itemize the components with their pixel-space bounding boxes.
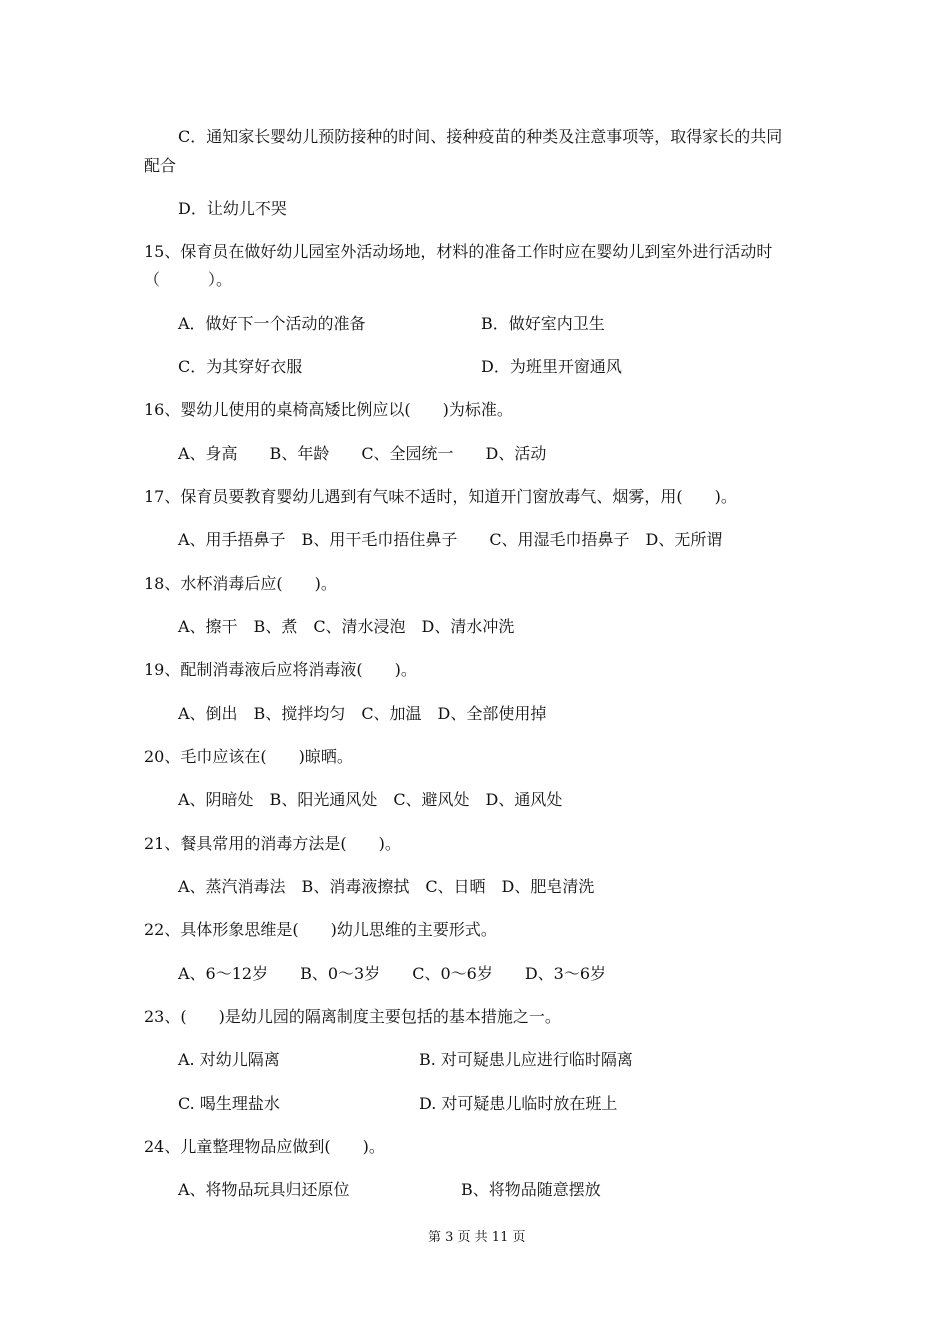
- q21-options: A、蒸汽消毒法 B、消毒液擦拭 C、日晒 D、肥皂清洗: [178, 877, 595, 896]
- q23-text: 23、( )是幼儿园的隔离制度主要包括的基本措施之一。: [144, 1007, 561, 1026]
- q15-option-a: A．做好下一个活动的准备: [178, 314, 366, 333]
- q15-option-d: D．为班里开窗通风: [481, 357, 622, 376]
- q20-options: A、阴暗处 B、阳光通风处 C、避风处 D、通风处: [178, 790, 563, 809]
- q23-option-c: C. 喝生理盐水: [178, 1094, 280, 1113]
- q15-text-line2: （ ）。: [144, 270, 233, 289]
- q19-text: 19、配制消毒液后应将消毒液( )。: [144, 660, 417, 679]
- q15-text-line1: 15、保育员在做好幼儿园室外活动场地，材料的准备工作时应在婴幼儿到室外进行活动时: [144, 242, 773, 261]
- page-number-footer: 第 3 页 共 11 页: [428, 1230, 526, 1245]
- q17-options: A、用手捂鼻子 B、用干毛巾捂住鼻子 C、用湿毛巾捂鼻子 D、无所谓: [178, 530, 723, 549]
- q21-text: 21、餐具常用的消毒方法是( )。: [144, 834, 401, 853]
- q14-option-c-line1: C．通知家长婴幼儿预防接种的时间、接种疫苗的种类及注意事项等，取得家长的共同: [178, 127, 783, 146]
- q17-text: 17、保育员要教育婴幼儿遇到有气味不适时，知道开门窗放毒气、烟雾，用( )。: [144, 487, 737, 506]
- q16-text: 16、婴幼儿使用的桌椅高矮比例应以( )为标准。: [144, 400, 513, 419]
- q16-options: A、身高 B、年龄 C、全园统一 D、活动: [178, 444, 547, 463]
- q15-option-b: B．做好室内卫生: [481, 314, 605, 333]
- q23-option-b: B. 对可疑患儿应进行临时隔离: [419, 1050, 633, 1069]
- q15-option-c: C．为其穿好衣服: [178, 357, 303, 376]
- q24-option-a: A、将物品玩具归还原位: [178, 1180, 350, 1199]
- q14-option-d: D．让幼儿不哭: [178, 199, 287, 218]
- q18-text: 18、水杯消毒后应( )。: [144, 574, 337, 593]
- q22-options: A、6～12岁 B、0～3岁 C、0～6岁 D、3～6岁: [178, 964, 607, 983]
- q14-option-c-line2: 配合: [144, 156, 177, 175]
- q24-option-b: B、将物品随意摆放: [461, 1180, 601, 1199]
- q18-options: A、擦干 B、煮 C、清水浸泡 D、清水冲洗: [178, 617, 515, 636]
- q23-option-d: D. 对可疑患儿临时放在班上: [419, 1094, 618, 1113]
- q19-options: A、倒出 B、搅拌均匀 C、加温 D、全部使用掉: [178, 704, 547, 723]
- q22-text: 22、具体形象思维是( )幼儿思维的主要形式。: [144, 920, 497, 939]
- q20-text: 20、毛巾应该在( )晾晒。: [144, 747, 353, 766]
- q24-text: 24、儿童整理物品应做到( )。: [144, 1137, 385, 1156]
- q23-option-a: A. 对幼儿隔离: [178, 1050, 280, 1069]
